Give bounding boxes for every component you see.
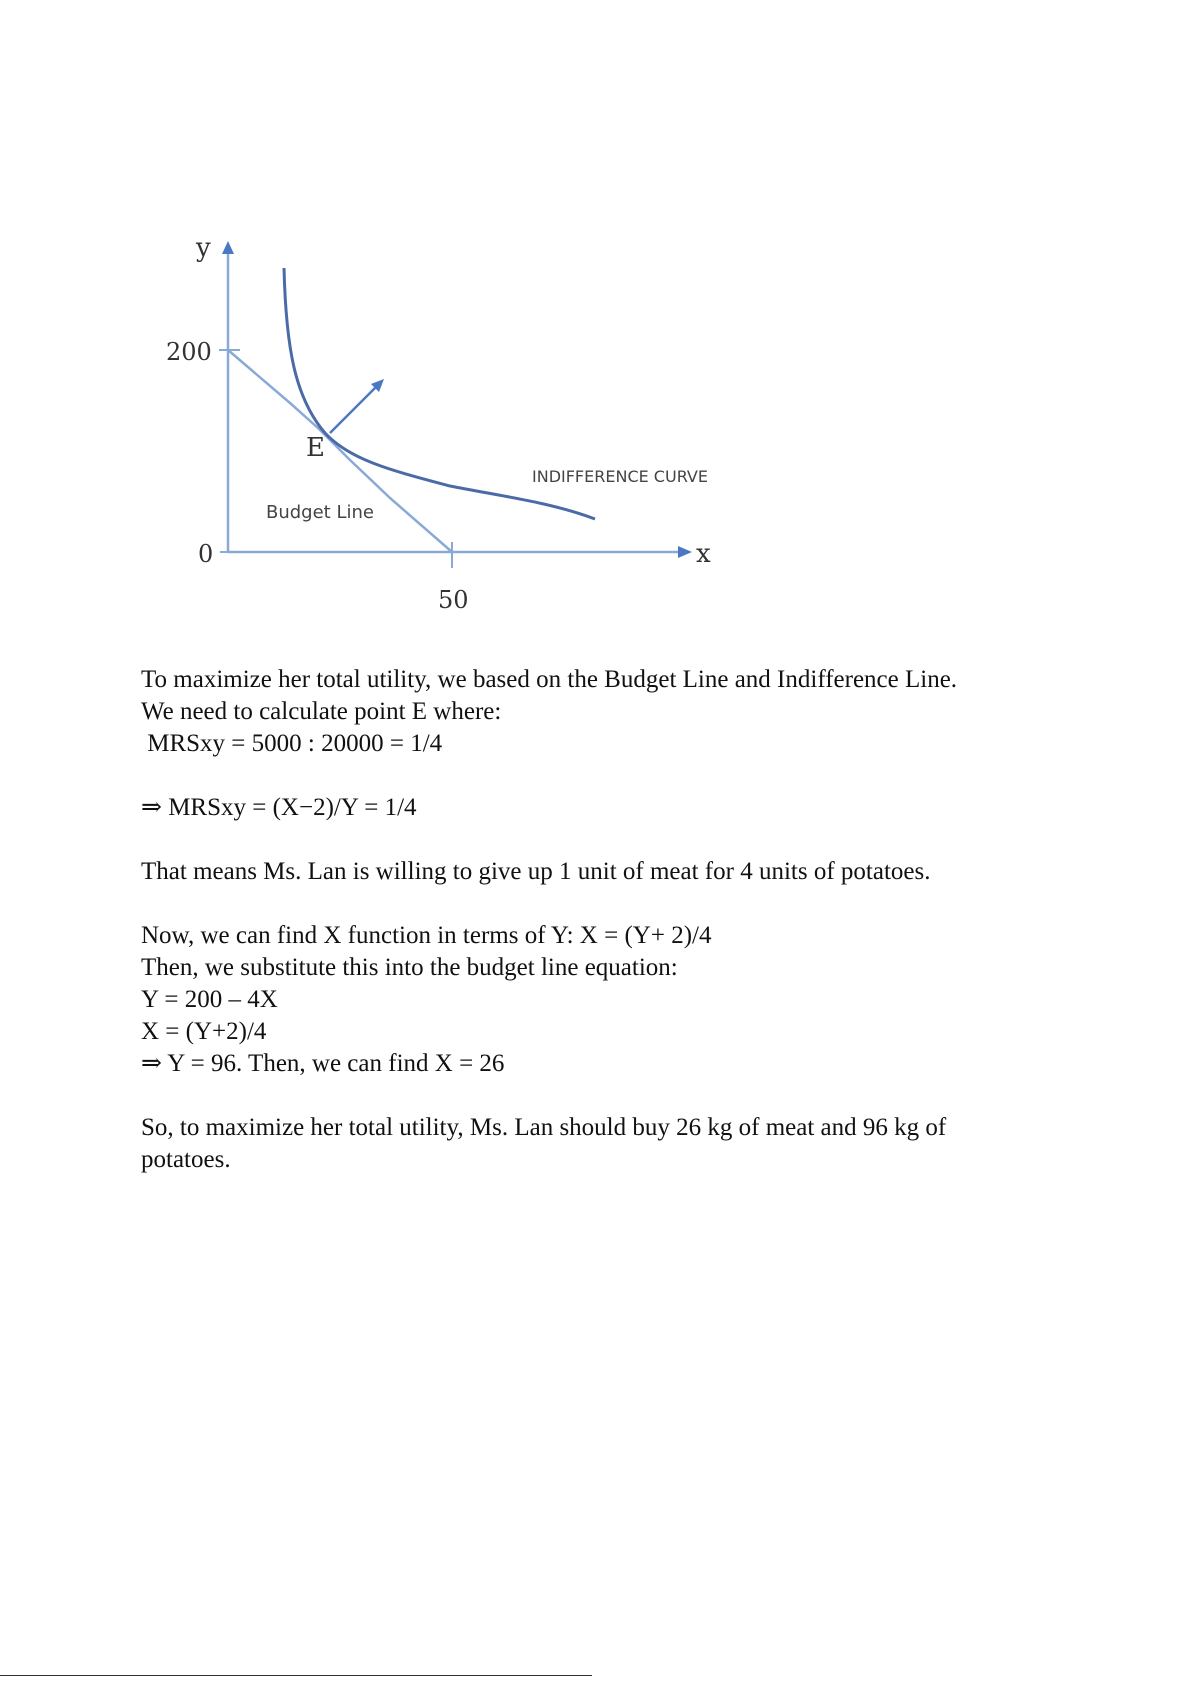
x-tick-label: 50 <box>438 586 469 614</box>
point-e-label: E <box>306 433 325 463</box>
text-line: So, to maximize her total utility, Ms. Lan should buy 26 kg of meat and 96 kg of <box>141 1114 947 1141</box>
y-axis-arrowhead <box>222 241 234 254</box>
origin-label: 0 <box>198 540 214 568</box>
text-line: ⇒ MRSxy = (X−2)/Y = 1/4 <box>141 794 417 821</box>
text-line: potatoes. <box>141 1146 231 1173</box>
text-line: Then, we substitute this into the budget line equation: <box>141 954 678 981</box>
text-line: X = (Y+2)/4 <box>141 1018 267 1045</box>
solution-text <box>141 664 1061 1176</box>
indifference-curve-figure <box>150 233 730 618</box>
y-axis-label: y <box>196 233 211 263</box>
x-axis-label: x <box>696 539 711 569</box>
y-tick-label: 200 <box>166 338 212 366</box>
x-axis-arrowhead <box>678 546 692 558</box>
text-line: MRSxy = 5000 : 20000 = 1/4 <box>141 730 443 757</box>
text-line: Now, we can find X function in terms of Y: X = (Y+ 2)/4 <box>141 922 712 949</box>
text-line: ⇒ Y = 96. Then, we can find X = 26 <box>141 1050 505 1077</box>
text-line: Y = 200 – 4X <box>141 986 278 1013</box>
utility-direction-arrow <box>330 386 377 433</box>
footnote-rule <box>0 1675 592 1676</box>
budget-line-label: Budget Line <box>266 502 374 523</box>
indifference-curve-label: INDIFFERENCE CURVE <box>532 467 708 486</box>
text-line: We need to calculate point E where: <box>141 698 502 725</box>
text-line: To maximize her total utility, we based on the Budget Line and Indifference Line. <box>141 666 958 693</box>
text-line: That means Ms. Lan is willing to give up 1 unit of meat for 4 units of potatoes. <box>141 858 931 885</box>
